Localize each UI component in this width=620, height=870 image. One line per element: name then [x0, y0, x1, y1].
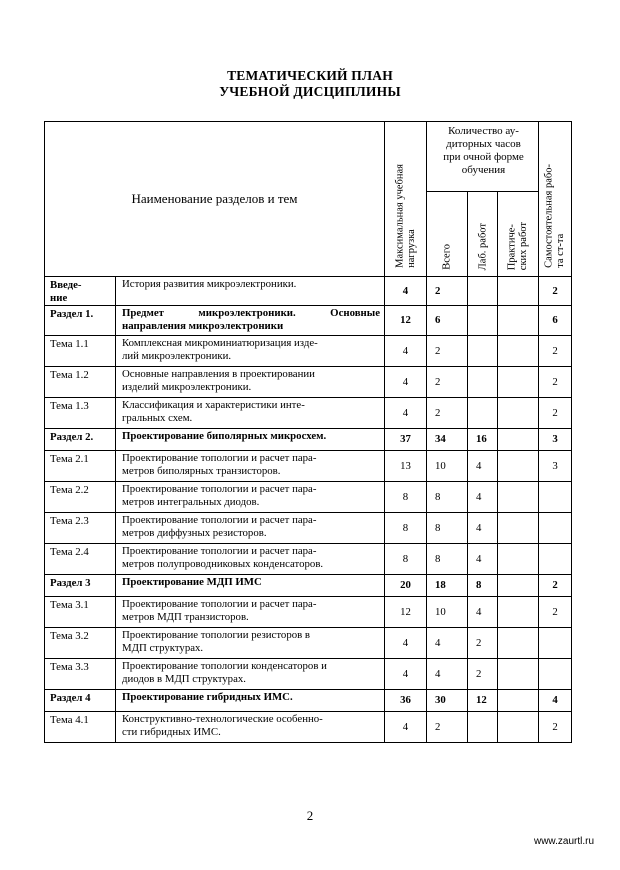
row-max-load: 13: [385, 451, 427, 482]
row-self-study: 4: [539, 690, 572, 712]
row-self-study: 2: [539, 277, 572, 306]
row-topic: Классификация и характеристики инте- гральных схем.: [116, 398, 385, 429]
row-self-study: 3: [539, 451, 572, 482]
row-practical: [498, 690, 539, 712]
row-lab: 2: [468, 659, 498, 690]
row-practical: [498, 336, 539, 367]
table-row: [45, 277, 572, 306]
row-max-load: 8: [385, 513, 427, 544]
document-title: [0, 68, 620, 100]
row-lab: 4: [468, 597, 498, 628]
row-total: 2: [427, 398, 468, 429]
header-total: [427, 192, 468, 277]
table-row: [45, 575, 572, 597]
row-label: Раздел 1.: [45, 306, 116, 336]
row-total: 18: [427, 575, 468, 597]
row-lab: [468, 712, 498, 743]
header-name: Наименование разделов и тем: [45, 122, 385, 277]
row-label: Тема 2.3: [45, 513, 116, 544]
row-max-load: 12: [385, 597, 427, 628]
row-total: 8: [427, 513, 468, 544]
row-lab: 4: [468, 513, 498, 544]
row-max-load: 4: [385, 367, 427, 398]
row-practical: [498, 398, 539, 429]
row-total: 34: [427, 429, 468, 451]
header-total-label: Всего: [441, 244, 453, 270]
row-total: 6: [427, 306, 468, 336]
row-practical: [498, 597, 539, 628]
table-row: [45, 367, 572, 398]
table-row: [45, 690, 572, 712]
row-total: 10: [427, 451, 468, 482]
row-topic: Предмет микроэлектроники. Основные направления микроэлектроники: [116, 306, 385, 336]
table-row: [45, 597, 572, 628]
row-self-study: [539, 513, 572, 544]
title-line-1: ТЕМАТИЧЕСКИЙ ПЛАН: [227, 68, 393, 83]
row-total: 8: [427, 544, 468, 575]
header-lab-label: Лаб. работ: [476, 222, 488, 270]
row-lab: 4: [468, 482, 498, 513]
table-row: [45, 544, 572, 575]
header-self-study-label: Самостоятельная рабо- та ст-та: [543, 164, 567, 268]
row-total: 4: [427, 659, 468, 690]
table-row: [45, 336, 572, 367]
row-lab: 2: [468, 628, 498, 659]
row-lab: 8: [468, 575, 498, 597]
row-practical: [498, 712, 539, 743]
row-max-load: 8: [385, 482, 427, 513]
row-max-load: 4: [385, 628, 427, 659]
row-max-load: 4: [385, 398, 427, 429]
row-lab: [468, 306, 498, 336]
row-topic: Проектирование топологии резисторов в МДП структурах.: [116, 628, 385, 659]
header-classroom-hours: Количество ау- диторных часов при очной форме обучения: [427, 122, 539, 192]
header-max-load: [385, 122, 427, 277]
table-row: [45, 659, 572, 690]
thematic-plan-table: [44, 121, 572, 743]
row-topic: Комплексная микроминиатюризация изде- лий микроэлектроники.: [116, 336, 385, 367]
row-label: Тема 1.1: [45, 336, 116, 367]
row-practical: [498, 482, 539, 513]
row-topic: Проектирование биполярных микросхем.: [116, 429, 385, 451]
row-lab: [468, 277, 498, 306]
row-self-study: [539, 659, 572, 690]
row-topic: Основные направления в проектировании изделий микроэлектроники.: [116, 367, 385, 398]
row-lab: 4: [468, 451, 498, 482]
table-row: [45, 451, 572, 482]
row-topic: История развития микроэлектроники.: [116, 277, 385, 306]
row-lab: 16: [468, 429, 498, 451]
page-number: 2: [306, 808, 314, 823]
row-total: 2: [427, 712, 468, 743]
header-self-study: [539, 122, 572, 277]
row-self-study: 2: [539, 575, 572, 597]
row-lab: [468, 336, 498, 367]
row-practical: [498, 306, 539, 336]
row-self-study: [539, 628, 572, 659]
row-label: Тема 1.3: [45, 398, 116, 429]
row-practical: [498, 429, 539, 451]
row-self-study: 6: [539, 306, 572, 336]
row-self-study: 3: [539, 429, 572, 451]
row-total: 8: [427, 482, 468, 513]
row-total: 30: [427, 690, 468, 712]
row-label: Тема 2.1: [45, 451, 116, 482]
row-topic: Проектирование гибридных ИМС.: [116, 690, 385, 712]
row-total: 2: [427, 277, 468, 306]
row-self-study: [539, 482, 572, 513]
row-practical: [498, 367, 539, 398]
row-max-load: 37: [385, 429, 427, 451]
row-topic: Проектирование МДП ИМС: [116, 575, 385, 597]
row-lab: 12: [468, 690, 498, 712]
row-self-study: 2: [539, 336, 572, 367]
row-max-load: 4: [385, 659, 427, 690]
table-row: [45, 628, 572, 659]
row-practical: [498, 628, 539, 659]
row-self-study: 2: [539, 712, 572, 743]
row-label: Тема 3.2: [45, 628, 116, 659]
row-topic: Проектирование топологии и расчет пара- метров интегральных диодов.: [116, 482, 385, 513]
table-body: [45, 277, 572, 743]
row-practical: [498, 544, 539, 575]
row-label: Раздел 3: [45, 575, 116, 597]
row-total: 10: [427, 597, 468, 628]
row-max-load: 20: [385, 575, 427, 597]
table-row: [45, 398, 572, 429]
row-lab: 4: [468, 544, 498, 575]
row-topic: Проектирование топологии и расчет пара- метров полупроводниковых конденсаторов.: [116, 544, 385, 575]
row-self-study: [539, 544, 572, 575]
row-total: 2: [427, 336, 468, 367]
table-row: [45, 712, 572, 743]
row-label: Раздел 2.: [45, 429, 116, 451]
row-max-load: 12: [385, 306, 427, 336]
row-max-load: 4: [385, 712, 427, 743]
row-practical: [498, 513, 539, 544]
row-self-study: 2: [539, 367, 572, 398]
row-total: 4: [427, 628, 468, 659]
row-label: Раздел 4: [45, 690, 116, 712]
row-practical: [498, 575, 539, 597]
row-practical: [498, 659, 539, 690]
row-label: Тема 1.2: [45, 367, 116, 398]
row-lab: [468, 398, 498, 429]
site-watermark: www.zaurtl.ru: [533, 836, 594, 847]
table-row: [45, 429, 572, 451]
table-row: [45, 306, 572, 336]
row-max-load: 4: [385, 277, 427, 306]
row-self-study: 2: [539, 597, 572, 628]
table-row: [45, 482, 572, 513]
row-total: 2: [427, 367, 468, 398]
header-practical: [498, 192, 539, 277]
row-topic: Проектирование топологии и расчет пара- метров МДП транзисторов.: [116, 597, 385, 628]
row-label: Тема 4.1: [45, 712, 116, 743]
header-lab: [468, 192, 498, 277]
table-row: [45, 513, 572, 544]
row-topic: Проектирование топологии и расчет пара- метров диффузных резисторов.: [116, 513, 385, 544]
row-topic: Проектирование топологии и расчет пара- метров биполярных транзисторов.: [116, 451, 385, 482]
row-lab: [468, 367, 498, 398]
row-max-load: 36: [385, 690, 427, 712]
row-label: Тема 3.3: [45, 659, 116, 690]
row-label: Тема 2.4: [45, 544, 116, 575]
header-practical-label: Практиче- ских работ: [506, 221, 529, 270]
row-max-load: 4: [385, 336, 427, 367]
row-topic: Конструктивно-технологические особенно- сти гибридных ИМС.: [116, 712, 385, 743]
row-max-load: 8: [385, 544, 427, 575]
row-label: Тема 2.2: [45, 482, 116, 513]
row-practical: [498, 451, 539, 482]
row-label: Тема 3.1: [45, 597, 116, 628]
row-label: Введе- ние: [45, 277, 116, 306]
row-self-study: 2: [539, 398, 572, 429]
header-max-load-label: Максимальная учебная нагрузка: [394, 164, 417, 268]
row-practical: [498, 277, 539, 306]
row-topic: Проектирование топологии конденсаторов и диодов в МДП структурах.: [116, 659, 385, 690]
title-line-2: УЧЕБНОЙ ДИСЦИПЛИНЫ: [219, 84, 401, 99]
